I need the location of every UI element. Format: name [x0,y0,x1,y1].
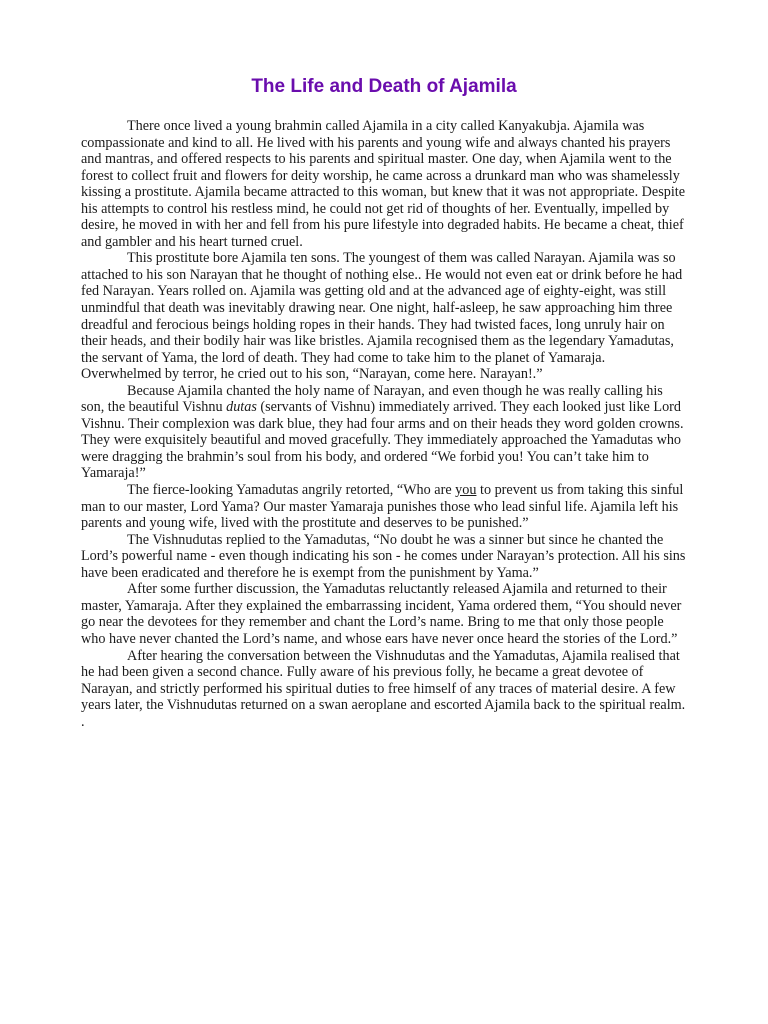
paragraph-text: This prostitute bore Ajamila ten sons. The youngest of them was called Narayan. Ajamila was so attached to his son Narayan that he thought of nothing else.. He would not even eat or drink before he had fed Narayan. Years rolled on. Ajamila was getting old and at the advanced age of eighty-eight, was still unmindful that death was inevitably drawing near. One night, half-asleep, he saw approaching him three dreadful and ferocious beings holding ropes in their hands. They had twisted faces, long unruly hair on their heads, and their bodily hair was like bristles. Ajamila recognised them as the legendary Yamadutas, the servant of Yama, the lord of death. They had come to take him to the planet of Yamaraja. Overwhelmed by terror, he cried out to his son, “Narayan, come here. Narayan!.” [81,250,683,383]
body-paragraph [81,581,689,647]
paragraph-text: There once lived a young brahmin called Ajamila in a city called Kanyakubja. Ajamila was compassionate and kind to all. He lived with his parents and young wife and always chanted his prayers and mantras, and offered respects to his parents and spiritual master. One day, when Ajamila went to the forest to collect fruit and flowers for deity worship, he came across a drunkard man who was shamelessly kissing a prostitute. Ajamila became attracted to this woman, but knew that it was not appropriate. Despite his attempts to control his restless mind, he could not get rid of thoughts of her. Eventually, impelled by desire, he moved in with her and fell from his pure lifestyle into degraded habits. He became a cheat, thief and gambler and his heart turned cruel. [81,118,686,250]
body-paragraph [81,648,689,731]
paragraph-text: The fierce-looking Yamadutas angrily retorted, “Who are [127,482,456,499]
body-paragraph [81,532,689,582]
paragraph-text: Because Ajamila chanted the holy name of Narayan, and even though he was really calling his son, the beautiful Vishnu [81,382,663,416]
body-paragraph [81,482,689,532]
emphasis-underline: you [455,482,477,499]
paragraph-text: to prevent us from taking this sinful man to our master, Lord Yama? Our master Yamaraja punishes those who lead sinful life. Ajamila left his parents and young wife, lived with the prostitute and deserves to be punished.” [81,482,684,532]
document-title: The Life and Death of Ajamila [251,76,517,97]
document-body [81,118,689,730]
paragraph-text: After hearing the conversation between the Vishnudutas and the Yamadutas, Ajamila realised that he had been given a second chance. Fully aware of his previous folly, he became a great devotee of Narayan, and strictly performed his spiritual duties to free himself of any traces of material desire. A few years later, the Vishnudutas returned on a swan aeroplane and escorted Ajamila back to the spiritual realm. . [81,647,686,730]
body-paragraph [81,118,689,250]
paragraph-text: After some further discussion, the Yamadutas reluctantly released Ajamila and returned to their master, Yamaraja. After they explained the embarrassing incident, Yama ordered them, “You should never go near the devotees for they remember and chant the Lord’s name. Bring to me that only those people who have never chanted the Lord’s name, and whose ears have never once heard the stories of the Lord.” [81,581,682,647]
body-paragraph [81,383,689,482]
paragraph-text: The Vishnudutas replied to the Yamadutas, “No doubt he was a sinner but since he chanted the Lord’s powerful name - even though indicating his son - he comes under Narayan’s protection. All his sins have been eradicated and therefore he is exempt from the punishment by Yama.” [81,531,686,581]
paragraph-text: (servants of Vishnu) immediately arrived. They each looked just like Lord Vishnu. Their complexion was dark blue, they had four arms and on their heads they word golden crowns. They were exquisitely beautiful and moved gracefully. They immediately approached the Yamadutas who were dragging the brahmin’s soul from his body, and ordered “We forbid you! You can’t take him to Yamaraja!” [81,399,684,482]
body-paragraph [81,250,689,382]
emphasis-italic: dutas [226,399,257,416]
